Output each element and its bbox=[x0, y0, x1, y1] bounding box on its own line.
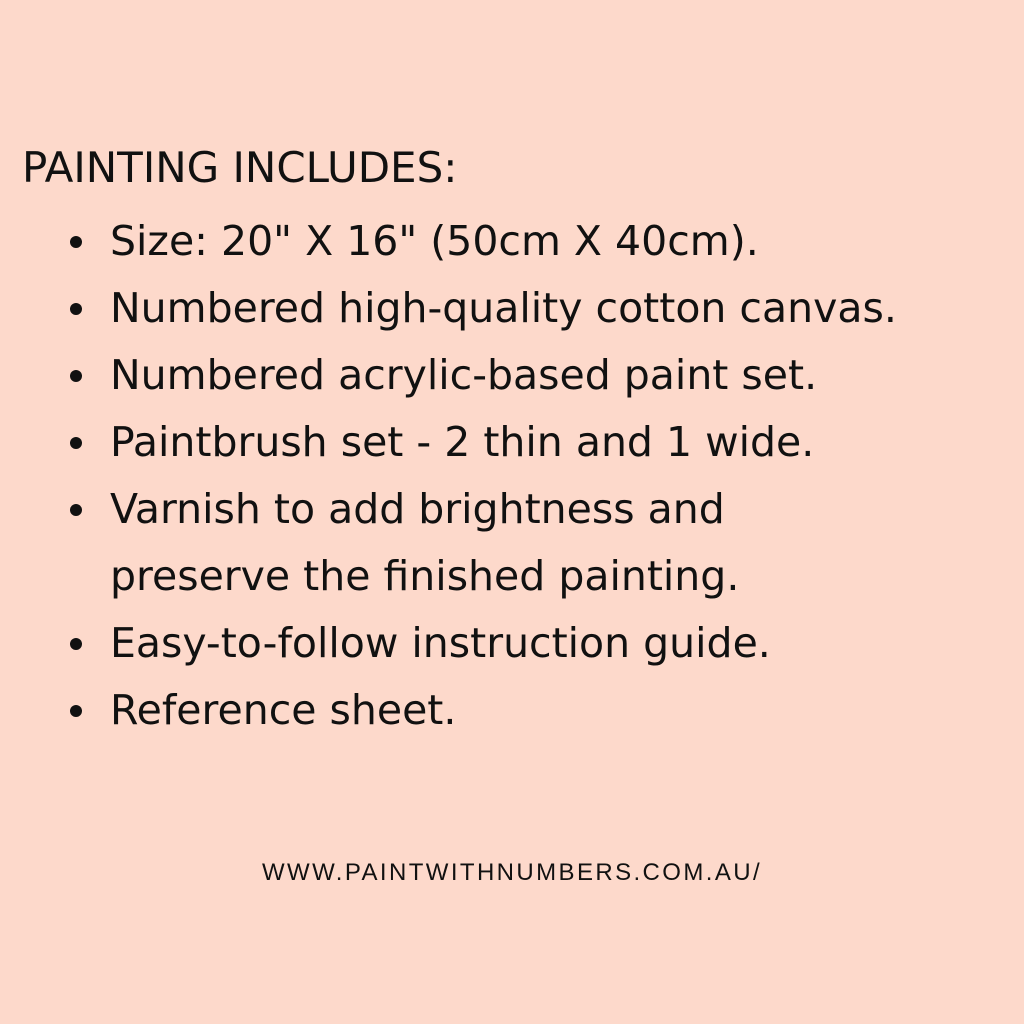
list-item-text: Easy-to-follow instruction guide. bbox=[110, 619, 771, 667]
bullet-icon bbox=[70, 236, 82, 248]
list-item bbox=[70, 476, 1010, 610]
includes-list bbox=[70, 208, 1010, 744]
bullet-icon bbox=[70, 638, 82, 650]
bullet-icon bbox=[70, 303, 82, 315]
bullet-icon bbox=[70, 437, 82, 449]
list-item bbox=[70, 677, 1010, 744]
bullet-icon bbox=[70, 370, 82, 382]
bullet-icon bbox=[70, 705, 82, 717]
website-url: WWW.PAINTWITHNUMBERS.COM.AU/ bbox=[261, 859, 763, 886]
list-item-text: Paintbrush set - 2 thin and 1 wide. bbox=[110, 418, 815, 466]
list-item bbox=[70, 409, 1010, 476]
list-item bbox=[70, 275, 1010, 342]
list-item-text: Reference sheet. bbox=[110, 686, 457, 734]
list-item bbox=[70, 342, 1010, 409]
list-item-text-line-1: Varnish to add brightness and bbox=[110, 485, 725, 533]
page-title: PAINTING INCLUDES: bbox=[22, 143, 458, 192]
list-item-text: Numbered high-quality cotton canvas. bbox=[110, 284, 897, 332]
bullet-icon bbox=[70, 504, 82, 516]
list-item bbox=[70, 610, 1010, 677]
list-item-text: Size: 20" X 16" (50cm X 40cm). bbox=[110, 217, 759, 265]
list-item-text-line-2: preserve the finished painting. bbox=[110, 552, 740, 600]
list-item bbox=[70, 208, 1010, 275]
list-item-text: Numbered acrylic-based paint set. bbox=[110, 351, 818, 399]
